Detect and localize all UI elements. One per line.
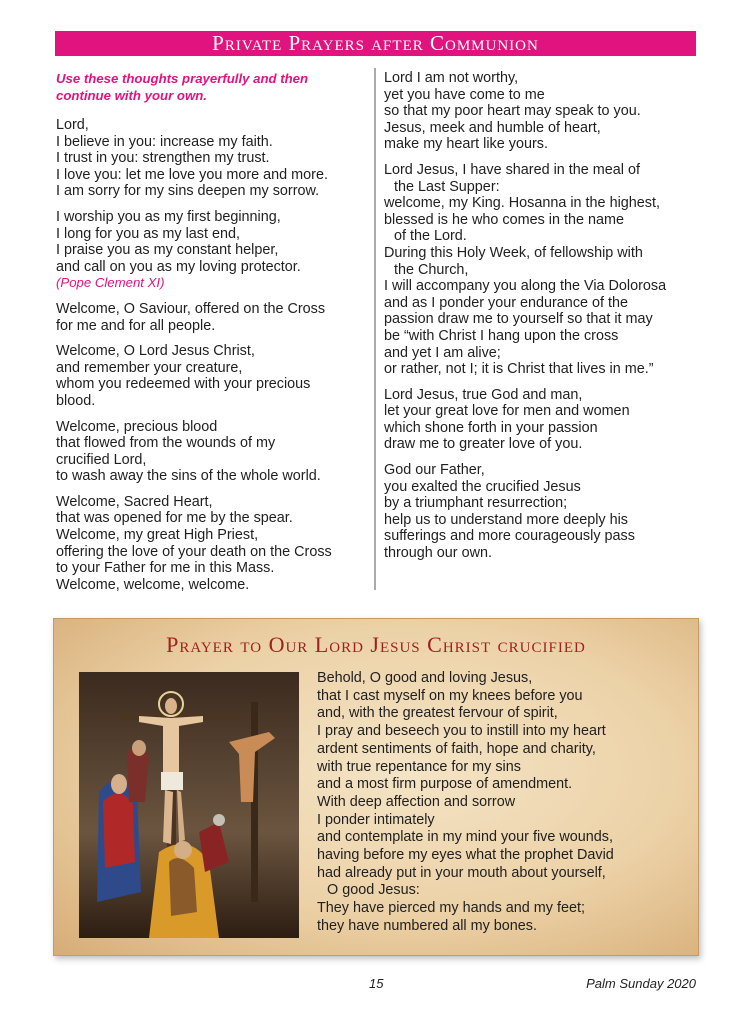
left-stanza-2: I worship you as my first beginning, I long for you as my last end, I praise you as my constant helper, and call on you as my loving protector. (Pope Clement XI)	[56, 209, 366, 292]
column-divider	[374, 68, 376, 590]
crucifixion-painting	[79, 672, 299, 938]
right-column	[384, 70, 696, 571]
left-stanza-4: Welcome, O Lord Jesus Christ, and remember your creature, whom you redeemed with your precious blood.	[56, 343, 311, 409]
left-stanza-6: Welcome, Sacred Heart, that was opened for me by the spear. Welcome, my great High Priest, offering the love of your death on the Cross to your Father for me in this Mass. Welcome, welcome, welcome.	[56, 493, 332, 593]
issue-label: Palm Sunday 2020	[586, 976, 696, 991]
citation: (Pope Clement XI)	[56, 275, 165, 291]
painting-illustration	[79, 672, 299, 938]
right-stanza-4: God our Father, you exalted the crucified Jesus by a triumphant resurrection; help us to understand more deeply his sufferings and more courageously pass through our own.	[384, 462, 635, 562]
intro-text: Use these thoughts prayerfully and then continue with your own.	[56, 71, 309, 103]
prayer-panel	[53, 618, 699, 956]
left-column	[56, 70, 366, 602]
right-stanza-2: Lord Jesus, I have shared in the meal of the Last Supper: welcome, my King. Hosanna in the highest, blessed is he who comes in the name of the Lord. During this Holy Week, of fellowship with the Church, I will accompany you along the Via Dolorosa and as I ponder your endurance of the passion draw me to yourself so that it may be “with Christ I hang upon the cross and yet I am alive; or rather, not I; it is Christ that lives in me.”	[384, 161, 667, 378]
prayer-text: Behold, O good and loving Jesus, that I cast myself on my knees before you and, with the greatest fervour of spirit, I pray and beseech you to instill into my heart ardent sentiments of faith, hope and charity, with true repentance for my sins and a most firm purpose of amendment. With deep affection and sorrow I ponder intimately and contemplate in my mind your five wounds, having before my eyes what the prophet David had already put in your mouth about yourself, O good Jesus: They have pierced my hands and my feet; they have numbered all my bones.	[317, 670, 614, 934]
section-banner: Private Prayers after Communion	[55, 31, 696, 56]
page-number: 15	[369, 976, 384, 991]
left-stanza-1: Lord, I believe in you: increase my faith. I trust in you: strengthen my trust. I love you: let me love you more and more. I am sorry for my sins deepen my sorrow.	[56, 117, 328, 200]
left-stanza-3: Welcome, O Saviour, offered on the Cross for me and for all people.	[56, 300, 326, 334]
left-stanza-5: Welcome, precious blood that flowed from the wounds of my crucified Lord, to wash away the sins of the whole world.	[56, 418, 321, 485]
prayer-title: Prayer to Our Lord Jesus Christ crucified	[166, 632, 586, 657]
right-stanza-3: Lord Jesus, true God and man, let your great love for men and women which shone forth in your passion draw me to greater love of you.	[384, 386, 630, 453]
right-stanza-1: Lord I am not worthy, yet you have come to me so that my poor heart may speak to you. Jesus, meek and humble of heart, make my heart like yours.	[384, 70, 641, 153]
